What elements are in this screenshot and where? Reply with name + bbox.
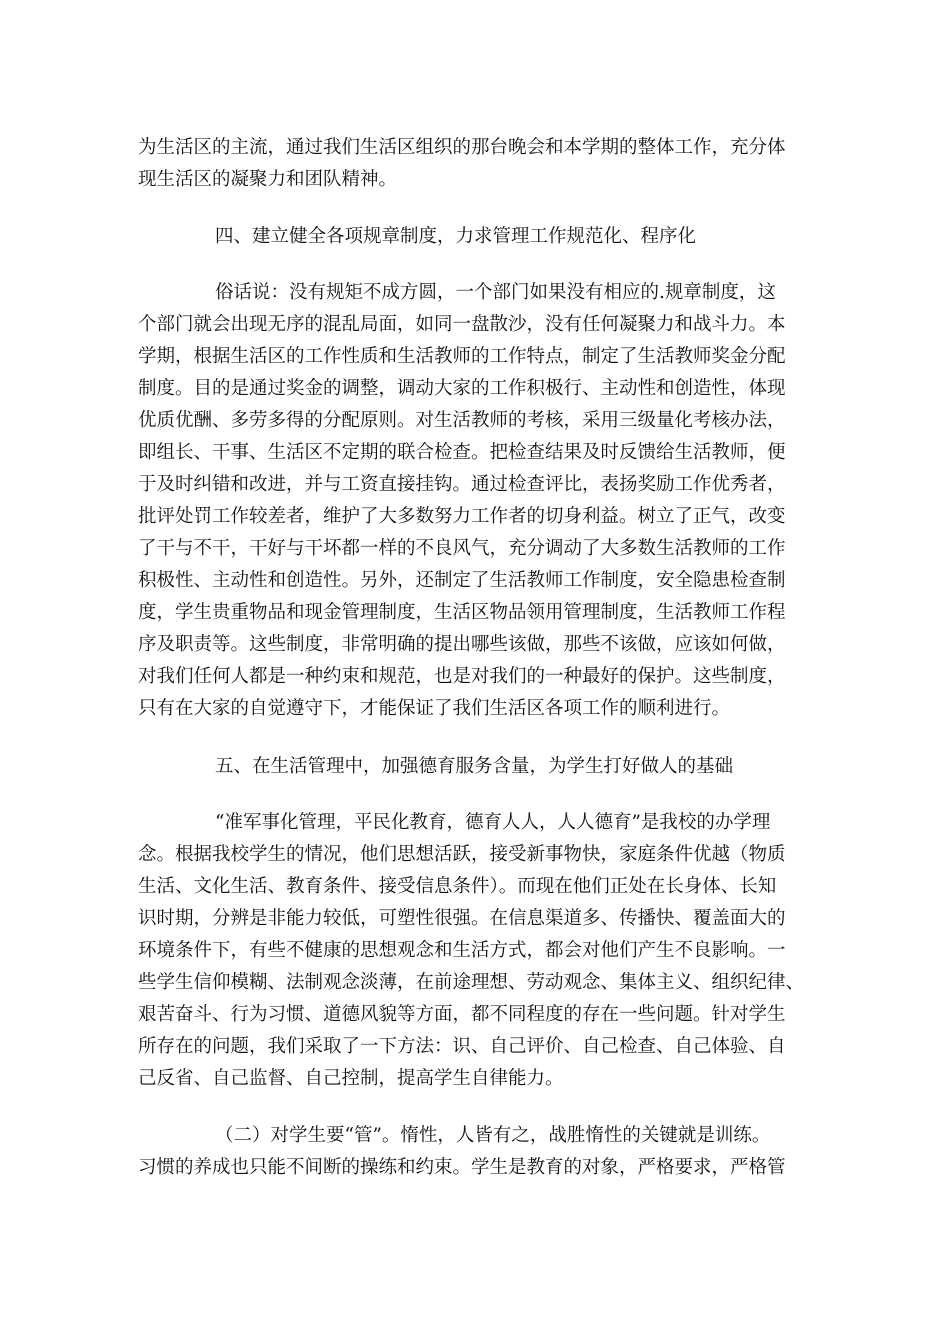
paragraph-line: 对我们任何人都是一种约束和规范，也是对我们的一种最好的保护。这些制度， [138, 666, 786, 687]
paragraph-line: 优质优酬、多劳多得的分配原则。对生活教师的考核，采用三级量化考核办法， [138, 410, 786, 431]
paragraph-line: 识时期，分辨是非能力较低，可塑性很强。在信息渠道多、传播快、覆盖面大的 [138, 908, 786, 929]
paragraph-line: 批评处罚工作较差者，维护了大多数努力工作者的切身利益。树立了正气，改变 [138, 506, 786, 527]
paragraph-line: 念。根据我校学生的情况，他们思想活跃，接受新事物快，家庭条件优越（物质 [138, 844, 786, 865]
section-heading-4: 四、建立健全各项规章制度，力求管理工作规范化、程序化 [215, 226, 697, 247]
paragraph-line: 积极性、主动性和创造性。另外，还制定了生活教师工作制度，安全隐患检查制 [138, 570, 786, 591]
paragraph-line: （二）对学生要“管”。惰性，人皆有之，战胜惰性的关键就是训练。 [215, 1125, 771, 1146]
paragraph-line: 只有在大家的自觉遵守下，才能保证了我们生活区各项工作的顺利进行。 [138, 698, 731, 719]
paragraph-line: 为生活区的主流，通过我们生活区组织的那台晚会和本学期的整体工作，充分体 [138, 137, 786, 158]
section-heading-5: 五、在生活管理中，加强德育服务含量，为学生打好做人的基础 [215, 756, 734, 777]
paragraph-line: 环境条件下，有些不健康的思想观念和生活方式，都会对他们产生不良影响。一 [138, 940, 786, 961]
paragraph-line: 所存在的问题，我们采取了一下方法：识、自己评价、自己检查、自己体验、自 [138, 1036, 786, 1057]
paragraph-line: 些学生信仰模糊、法制观念淡薄，在前途理想、劳动观念、集体主义、组织纪律、 [138, 972, 805, 993]
paragraph-line: “准军事化管理，平民化教育，德育人人，人人德育”是我校的办学理 [215, 812, 771, 833]
paragraph-line: 现生活区的凝聚力和团队精神。 [138, 169, 398, 190]
paragraph-line: 己反省、自己监督、自己控制，提高学生自律能力。 [138, 1068, 564, 1089]
paragraph-line: 艰苦奋斗、行为习惯、道德风貌等方面，都不同程度的存在一些问题。针对学生 [138, 1004, 786, 1025]
paragraph-line: 了干与不干，干好与干坏都一样的不良风气，充分调动了大多数生活教师的工作 [138, 538, 786, 559]
paragraph-line: 度，学生贵重物品和现金管理制度，生活区物品领用管理制度，生活教师工作程 [138, 602, 786, 623]
paragraph-line: 个部门就会出现无序的混乱局面，如同一盘散沙，没有任何凝聚力和战斗力。本 [138, 314, 786, 335]
paragraph-line: 制度。目的是通过奖金的调整，调动大家的工作积极行、主动性和创造性，体现 [138, 378, 786, 399]
paragraph-line: 学期，根据生活区的工作性质和生活教师的工作特点，制定了生活教师奖金分配 [138, 346, 786, 367]
paragraph-line: 于及时纠错和改进，并与工资直接挂钩。通过检查评比，表扬奖励工作优秀者， [138, 474, 786, 495]
paragraph-line: 习惯的养成也只能不间断的操练和约束。学生是教育的对象，严格要求，严格管 [138, 1157, 786, 1178]
paragraph-line: 序及职责等。这些制度，非常明确的提出哪些该做，那些不该做，应该如何做， [138, 634, 786, 655]
paragraph-line: 生活、文化生活、教育条件、接受信息条件）。而现在他们正处在长身体、长知 [138, 876, 777, 897]
paragraph-line: 俗话说：没有规矩不成方圆，一个部门如果没有相应的.规章制度，这 [215, 282, 776, 303]
paragraph-line: 即组长、干事、生活区不定期的联合检查。把检查结果及时反馈给生活教师，便 [138, 442, 786, 463]
